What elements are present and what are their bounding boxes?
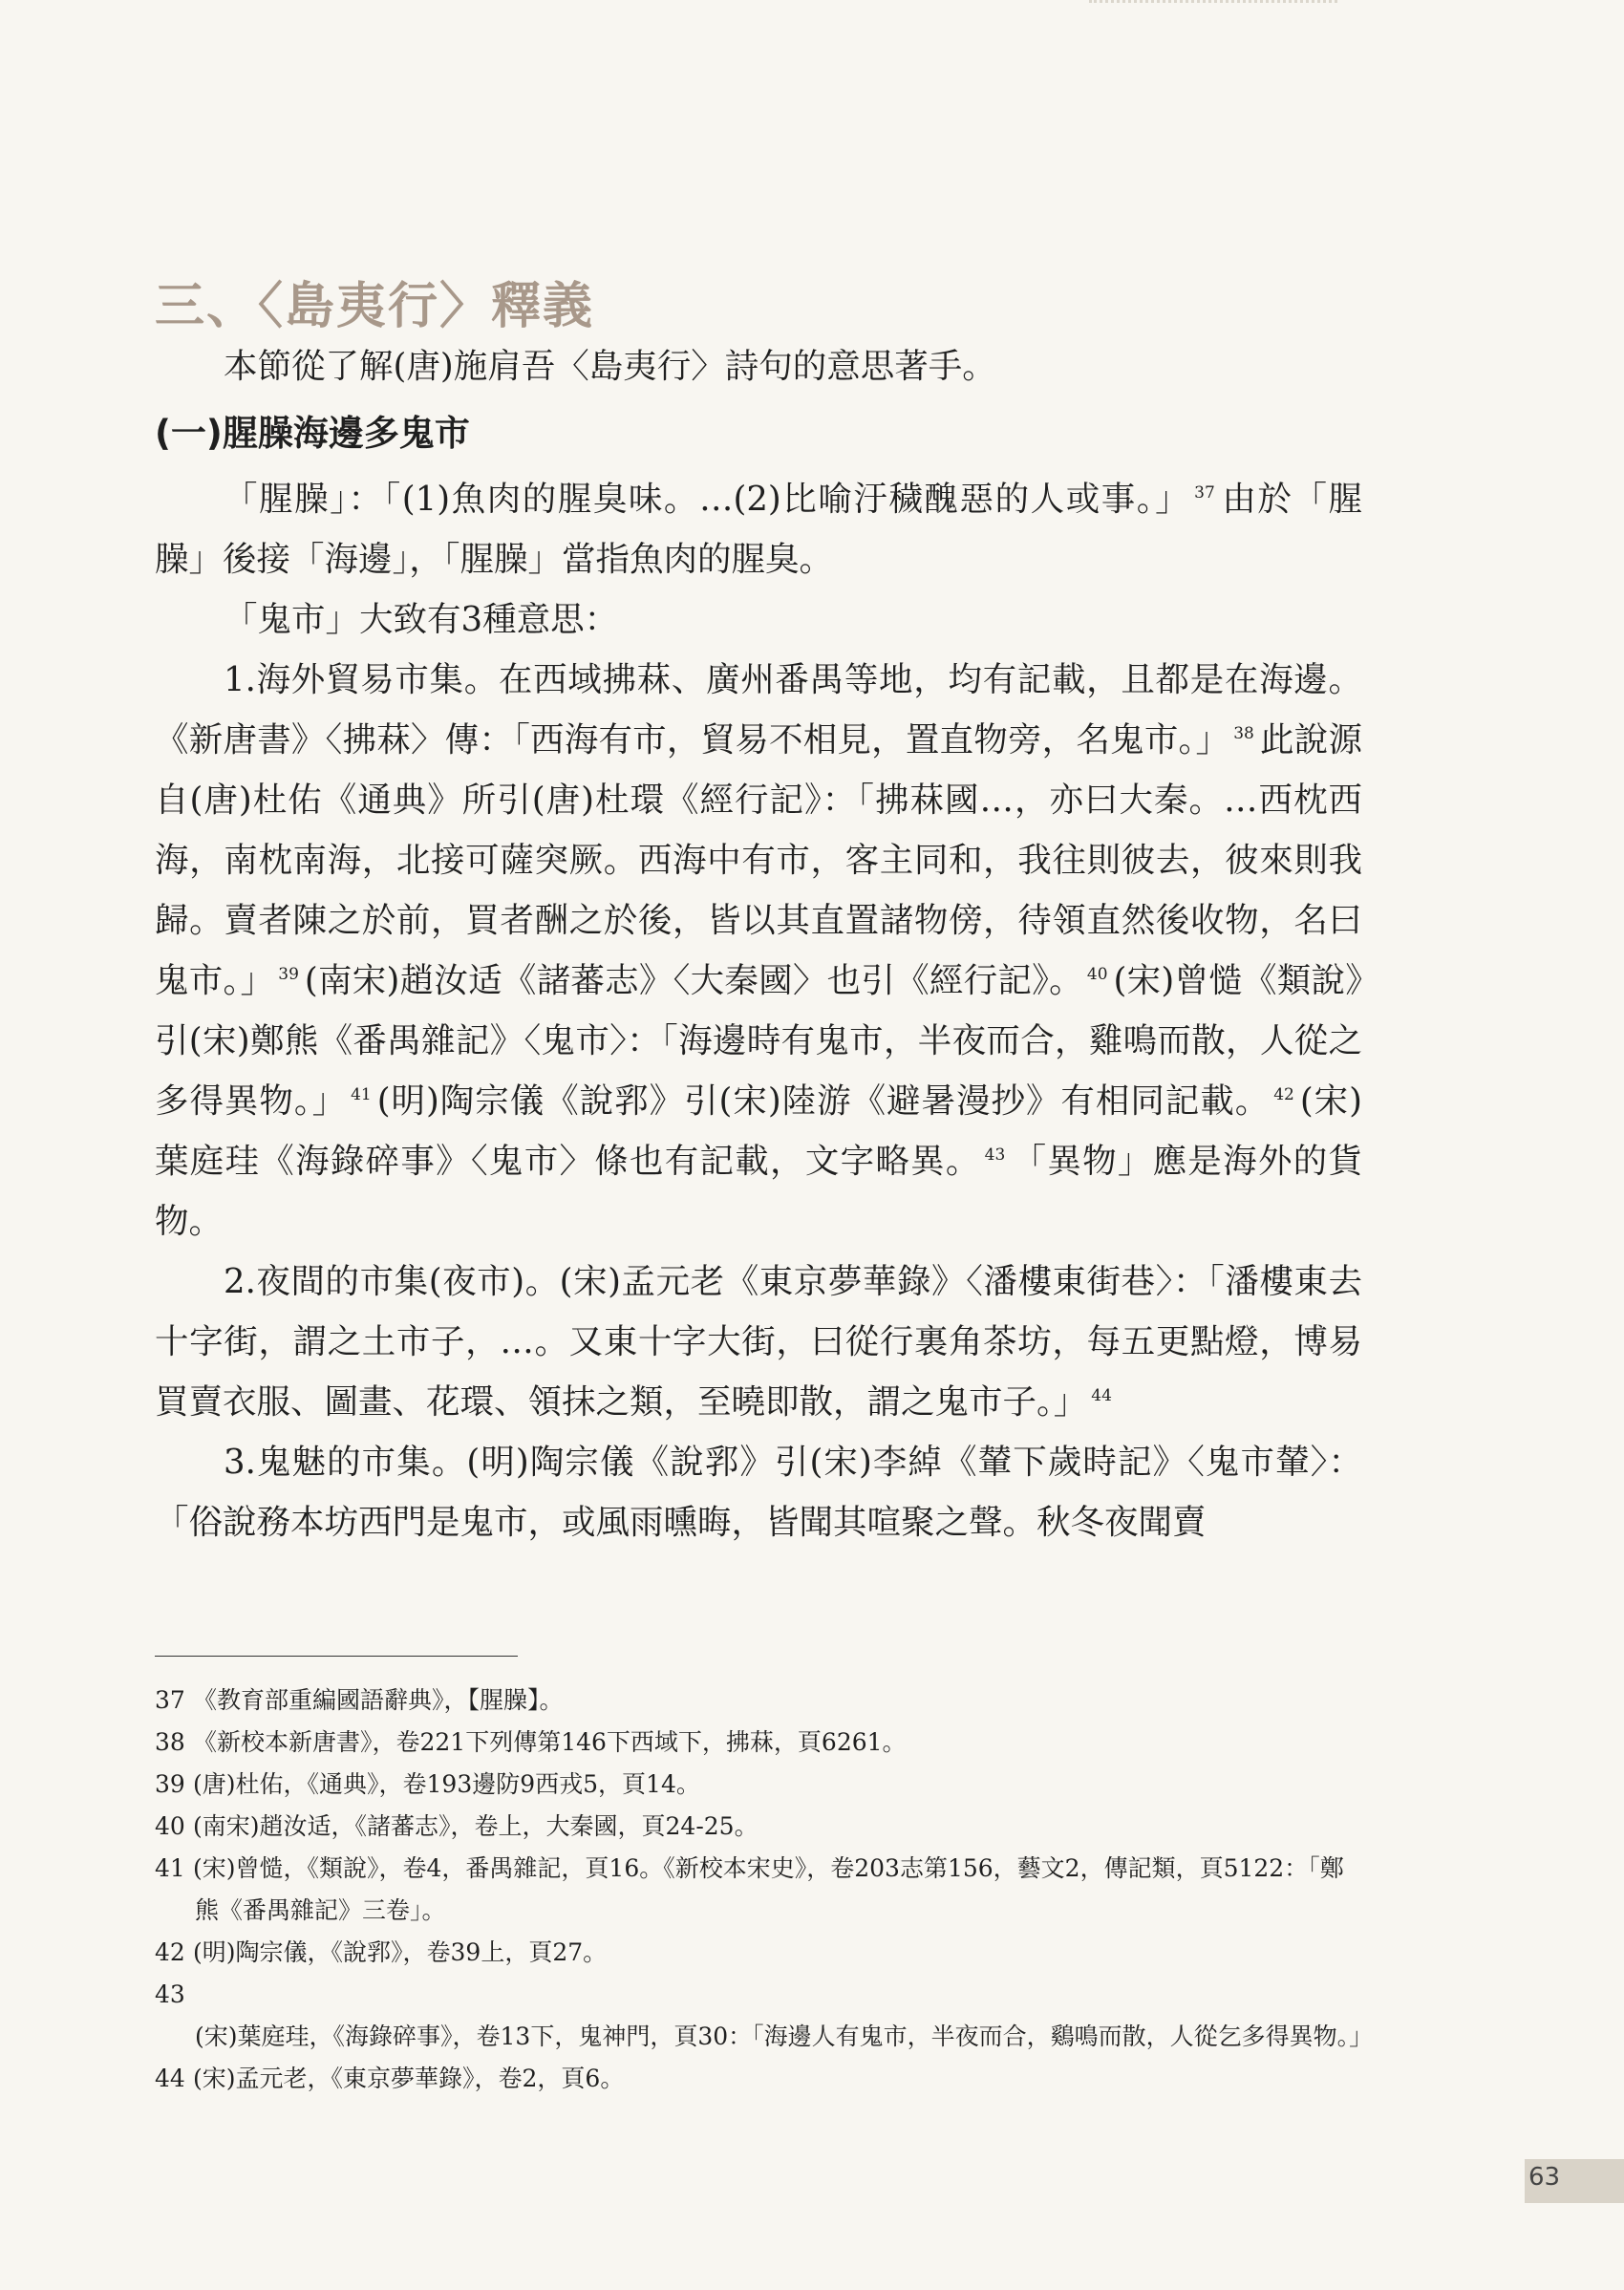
footnote-item [155,1764,1362,1806]
paragraph-text: 「異物」應是海外的貨物。 [155,1142,1362,1241]
footnote-text: (宋)葉庭珪，《海錄碎事》，卷13下，鬼神門，頁30：「海邊人有鬼市，半夜而合，鷄鳴而散，人從乞多得異物。」 [195,2022,1374,2050]
paragraph-text: 此說源自(唐)杜佑《通典》所引(唐)杜環《經行記》：「拂菻國…，亦曰大秦。…西枕西海，南枕南海，北接可薩突厥。西海中有市，客主同和，我往則彼去，彼來則我歸。賣者陳之於前，買者酬之於後，皆以其直置諸物傍，待領直然後收物，名曰鬼市。」 [155,720,1362,1000]
footnote-ref[interactable]: 40 [1086,965,1108,985]
footnote-number: 44 [155,2065,185,2092]
page-number: 63 [1528,2163,1561,2192]
footnote-ref[interactable]: 38 [1233,724,1254,744]
paragraph-5: 3.鬼魅的市集。(明)陶宗儀《說郛》引(宋)李綽《輦下歲時記》〈鬼市輦〉：「俗說務本坊西門是鬼市，或風雨曛晦，皆聞其喧聚之聲。秋冬夜聞賣 [155,1443,1362,1542]
paragraph-text: 由於「腥臊」後接「海邊」，「腥臊」當指魚肉的腥臭。 [155,480,1362,579]
footnote-number: 42 [155,1938,185,1966]
scan-artifact [1089,0,1337,12]
paragraph-1 [155,469,1362,589]
footnote-item [155,2058,1362,2100]
footnote-number: 38 [155,1728,185,1756]
footnote-divider [155,1656,518,1657]
footnote-item [155,1974,1374,2058]
footnote-item [155,1932,1362,1974]
footnote-number: 41 [155,1854,185,1882]
paragraph-text: (宋)曾慥《類說》引(宋)鄭熊《番禺雜記》〈鬼市〉：「海邊時有鬼市，半夜而合，雞鳴而散，人從之多得異物。」 [155,961,1362,1121]
footnote-number: 39 [155,1770,185,1798]
paragraph-2: 「鬼市」大致有3種意思： [224,600,619,639]
footnote-item [155,1806,1362,1848]
footnote-ref[interactable]: 43 [984,1145,1006,1166]
footnote-number: 37 [155,1686,185,1714]
footnote-item [155,1848,1362,1932]
footnote-number: 43 [155,1980,185,2008]
footnote-text: (唐)杜佑，《通典》，卷193邊防9西戎5，頁14。 [193,1770,700,1798]
paragraph-3 [155,650,1362,1252]
body-text [155,336,1362,1552]
footnote-text: (南宋)趙汝适，《諸蕃志》，卷上，大秦國，頁24-25。 [193,1812,759,1840]
footnote-text: (宋)曾慥，《類說》，卷4，番禺雜記，頁16。《新校本宋史》，卷203志第156，藝文2，傳記類，頁5122：「鄭熊《番禺雜記》三卷」。 [193,1854,1344,1924]
footnote-ref[interactable]: 44 [1091,1386,1112,1406]
paragraph-text: (明)陶宗儀《說郛》引(宋)陸游《避暑漫抄》有相同記載。 [376,1081,1271,1121]
paragraph-4 [155,1252,1362,1432]
section-title: 三、〈島夷行〉釋義 [155,278,595,335]
paragraph-text: (南宋)趙汝适《諸蕃志》〈大秦國〉也引《經行記》。 [304,961,1083,1000]
paragraph-text: 「腥臊」：「(1)魚肉的腥臭味。…(2)比喻汙穢醜惡的人或事。」 [224,480,1191,519]
footnote-ref[interactable]: 42 [1273,1085,1294,1105]
paragraph-text: 2.夜間的市集(夜市)。(宋)孟元老《東京夢華錄》〈潘樓東街巷〉：「潘樓東去十字街，謂之土市子，…。又東十字大街，曰從行裏角茶坊，每五更點燈，博易買賣衣服、圖畫、花環、領抹之類，至曉即散，謂之鬼市子。」 [155,1262,1362,1422]
subsection-heading: (一)腥臊海邊多鬼市 [155,413,470,454]
intro-paragraph: 本節從了解(唐)施肩吾〈島夷行〉詩句的意思著手。 [224,347,996,386]
footnote-text: (宋)孟元老，《東京夢華錄》，卷2，頁6。 [193,2065,625,2092]
footnote-ref[interactable]: 41 [351,1085,372,1105]
footnote-item [155,1680,1362,1722]
footnote-item [155,1722,1362,1764]
footnote-text: (明)陶宗儀，《說郛》，卷39上，頁27。 [193,1938,608,1966]
footnotes-list [155,1680,1374,2100]
footnote-ref[interactable]: 37 [1194,483,1215,503]
footnote-text: 《教育部重編國語辭典》，【腥臊】。 [193,1686,564,1714]
paragraph-text: (宋)葉庭珪《海錄碎事》〈鬼市〉條也有記載，文字略異。 [155,1081,1362,1181]
footnote-text: 《新校本新唐書》，卷221下列傳第146下西域下，拂菻，頁6261。 [193,1728,907,1756]
footnote-number: 40 [155,1812,185,1840]
footnote-ref[interactable]: 39 [278,965,299,985]
paragraph-text: 1.海外貿易市集。在西域拂菻、廣州番禺等地，均有記載，且都是在海邊。《新唐書》〈拂菻〉傳：「西海有市，貿易不相見，置直物旁，名鬼市。」 [155,660,1362,760]
